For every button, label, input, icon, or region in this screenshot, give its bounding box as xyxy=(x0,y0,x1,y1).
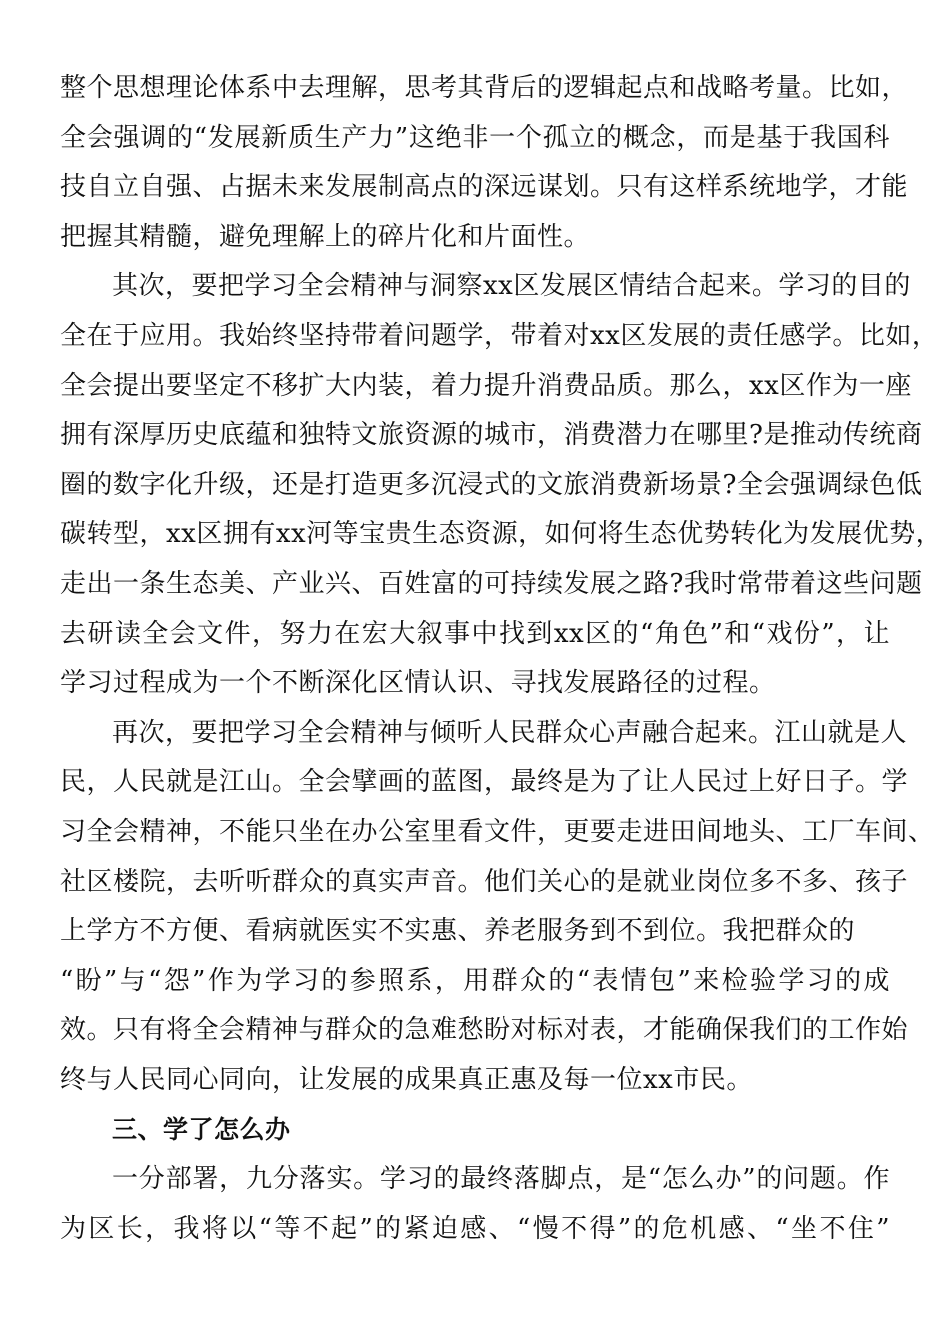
paragraph-start-line: 其次，要把学习全会精神与洞察xx区发展区情结合起来。学习的目的 xyxy=(112,271,911,302)
text-line: 全在于应用。我始终坚持带着问题学，带着对xx区发展的责任感学。比如， xyxy=(60,320,939,351)
text-line: 习全会精神，不能只坐在办公室里看文件，更要走进田间地头、工厂车间、 xyxy=(60,816,935,847)
text-line: “盼”与“怨”作为学习的参照系，用群众的“表情包”来检验学习的成 xyxy=(60,965,890,996)
section-heading: 三、学了怎么办 xyxy=(112,1115,291,1145)
text-line: 民，人民就是江山。全会擘画的蓝图，最终是为了让人民过上好日子。学 xyxy=(60,767,909,798)
text-line: 全会强调的“发展新质生产力”这绝非一个孤立的概念，而是基于我国科 xyxy=(60,122,890,153)
text-line: 拥有深厚历史底蕴和独特文旅资源的城市，消费潜力在哪里?是推动传统商 xyxy=(60,420,923,451)
text-line: 走出一条生态美、产业兴、百姓富的可持续发展之路?我时常带着这些问题 xyxy=(60,568,923,599)
text-line: 把握其精髓，避免理解上的碎片化和片面性。 xyxy=(60,221,591,252)
text-line: 为区长，我将以“等不起”的紧迫感、“慢不得”的危机感、“坐不住” xyxy=(60,1213,890,1244)
paragraph-start-line: 再次，要把学习全会精神与倾听人民群众心声融合起来。江山就是人 xyxy=(112,717,908,748)
text-line: 效。只有将全会精神与群众的急难愁盼对标对表，才能确保我们的工作始 xyxy=(60,1015,909,1046)
text-line: 碳转型，xx区拥有xx河等宝贵生态资源，如何将生态优势转化为发展优势， xyxy=(60,519,943,550)
text-line: 上学方不方便、看病就医实不实惠、养老服务到不到位。我把群众的 xyxy=(60,916,856,947)
text-line: 学习过程成为一个不断深化区情认识、寻找发展路径的过程。 xyxy=(60,668,776,699)
body-text xyxy=(60,64,943,1254)
text-line: 全会提出要坚定不移扩大内装，着力提升消费品质。那么，xx区作为一座 xyxy=(60,370,912,401)
text-line: 圈的数字化升级，还是打造更多沉浸式的文旅消费新场景?全会强调绿色低 xyxy=(60,469,923,500)
text-line: 去研读全会文件，努力在宏大叙事中找到xx区的“角色”和“戏份”，让 xyxy=(60,618,890,649)
paragraph-start-line: 一分部署，九分落实。学习的最终落脚点，是“怎么办”的问题。作 xyxy=(112,1164,890,1195)
text-line: 终与人民同心同向，让发展的成果真正惠及每一位xx市民。 xyxy=(60,1064,753,1095)
text-line: 社区楼院，去听听群众的真实声音。他们关心的是就业岗位多不多、孩子 xyxy=(60,866,909,897)
text-line: 技自立自强、占据未来发展制高点的深远谋划。只有这样系统地学，才能 xyxy=(60,172,909,203)
text-line: 整个思想理论体系中去理解，思考其背后的逻辑起点和战略考量。比如， xyxy=(60,73,909,103)
